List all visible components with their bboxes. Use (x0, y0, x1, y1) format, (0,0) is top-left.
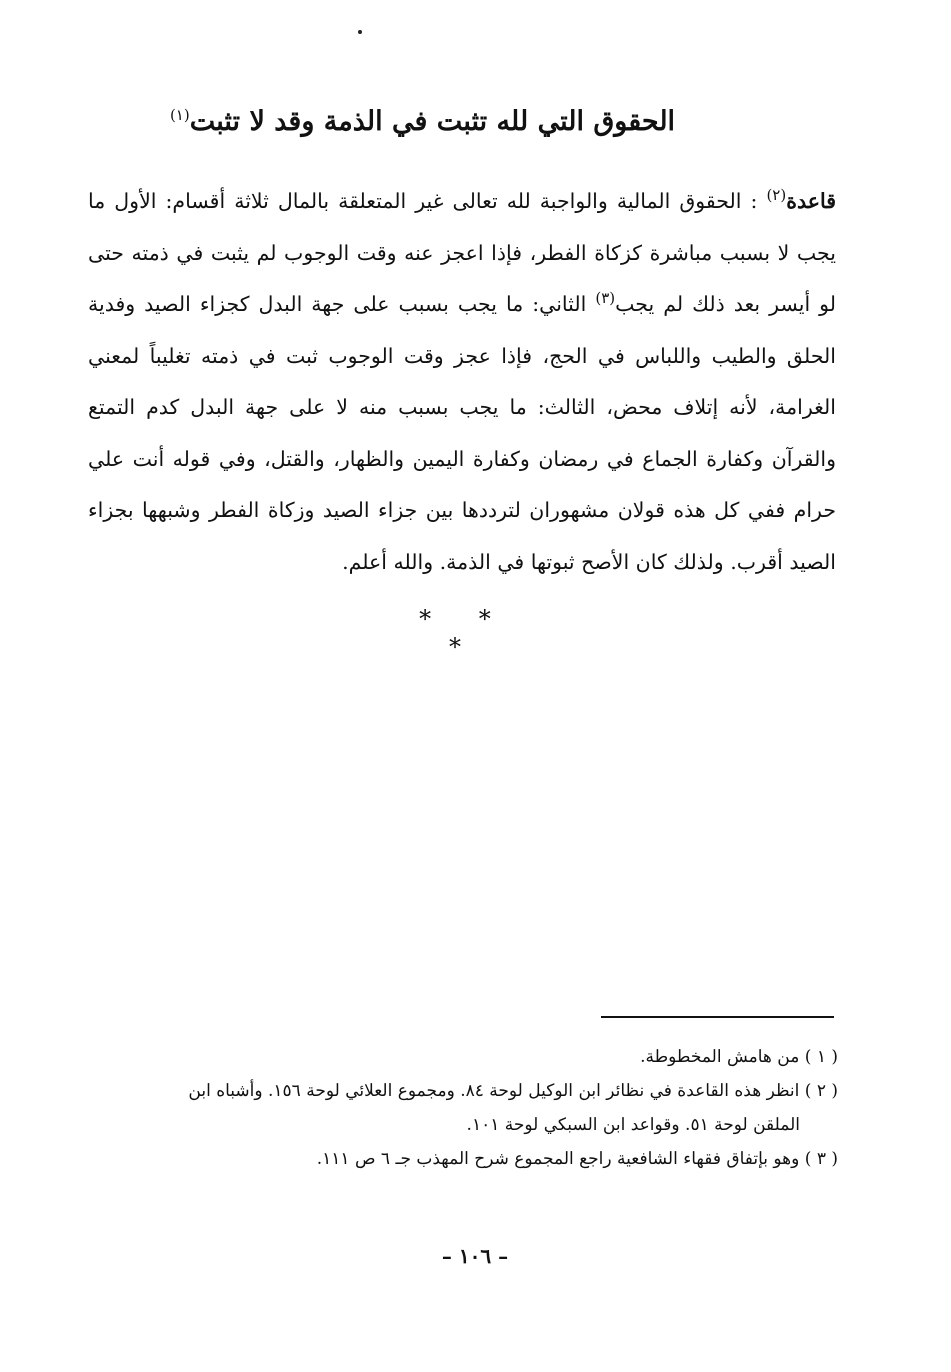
section-separator: * * * (419, 605, 511, 661)
body-paragraph (88, 176, 836, 588)
page-number: – ١٠٦ – (441, 1244, 509, 1268)
footnote-marker: ( ٢ ) (804, 1081, 838, 1101)
footnote-text: من هامش المخطوطة. (640, 1047, 800, 1067)
body-segment-1: : الحقوق المالية والواجبة لله تعالى غير المتعلقة بالمال ثلاثة أقسام: الأول ما يجب لا بسبب مباشرة كزكاة الفطر، فإذا اعجز عنه وقت الوجوب لم يثبت في ذمته حتى لو أيسر بعد ذلك لم يجب (88, 189, 836, 316)
footnote-2 (96, 1074, 838, 1142)
rule-footnote-marker: (٢) (766, 186, 787, 205)
ink-speck (358, 30, 362, 34)
rule-label: قاعدة (786, 189, 836, 213)
footnote-text: وهو بإتفاق فقهاء الشافعية راجع المجموع شرح المهذب جـ ٦ ص ١١١. (316, 1149, 800, 1169)
footnote-continuation: الملقن لوحة ٥١. وقواعد ابن السبكي لوحة ١٠١. (466, 1115, 800, 1135)
footnote-1 (96, 1040, 838, 1074)
footnote-3 (96, 1142, 838, 1176)
page-title (150, 100, 695, 144)
footnote-text: انظر هذه القاعدة في نظائر ابن الوكيل لوحة ٨٤. ومجموع العلائي لوحة ١٥٦. وأشباه ابن (188, 1081, 800, 1101)
footnote-marker: ( ٣ ) (804, 1149, 838, 1169)
body-footnote-marker: (٣) (595, 289, 616, 308)
title-footnote-marker: (١) (169, 106, 190, 124)
title-text: الحقوق التي لله تثبت في الذمة وقد لا تثبت (189, 106, 676, 137)
footnote-divider (601, 1016, 834, 1018)
body-segment-2: الثاني: ما يجب بسبب على جهة البدل كجزاء الصيد وفدية الحلق والطيب واللباس في الحج، فإذا عجز وقت الوجوب ثبت في ذمته تغليباً لمعني الغرامة، لأنه إتلاف محض، الثالث: ما يجب بسبب منه لا على جهة البدل كدم التمتع والقرآن وكفارة الجماع في رمضان وكفارة اليمين والظهار، والقتل، وفي قوله أنت علي حرام ففي كل هذه قولان مشهوران لترددها بين جزاء الصيد وزكاة الفطر وشبهها بجزاء الصيد أقرب. ولذلك كان الأصح ثبوتها في الذمة. والله أعلم. (88, 292, 836, 574)
footnotes (96, 1040, 838, 1176)
footnote-marker: ( ١ ) (804, 1047, 838, 1067)
